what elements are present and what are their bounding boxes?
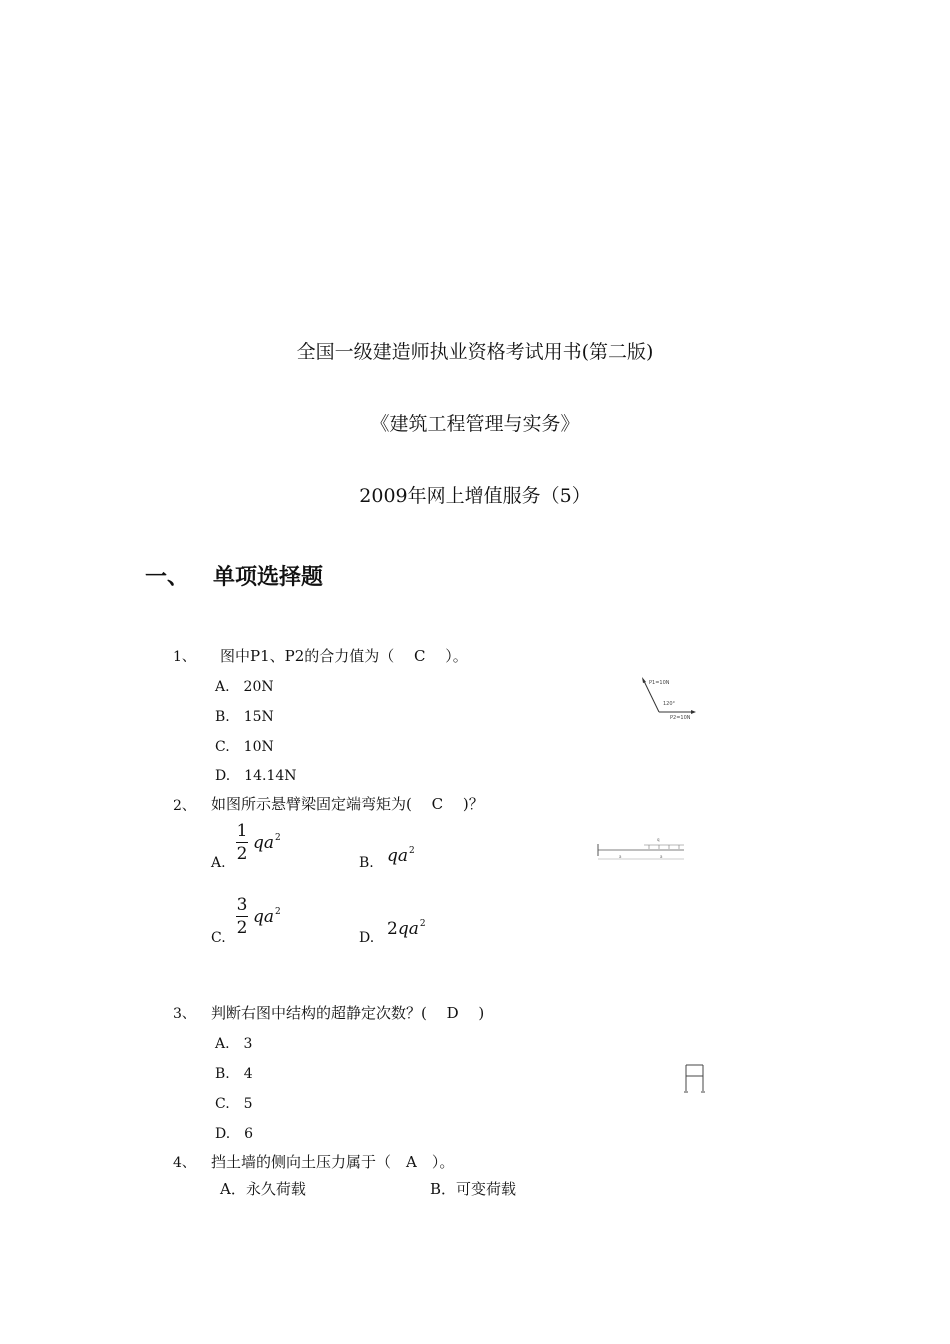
span-label-right: a — [660, 854, 663, 859]
question-2-option-d-expr: $2qa^2$ — [387, 919, 426, 939]
question-2-option-b-expr: $qa^2$ — [387, 846, 415, 866]
question-4-text: 挡土墙的侧向土压力属于（ A ）。 — [211, 1153, 455, 1171]
question-3-option-d: D. 6 — [215, 1126, 254, 1142]
p2-label: P2=10N — [670, 715, 691, 721]
question-3-option-c: C. 5 — [215, 1096, 253, 1112]
frame-structure-figure — [680, 1060, 710, 1096]
question-2-option-a-fraction — [236, 821, 248, 864]
doc-title-line2: 《建筑工程管理与实务》 — [370, 413, 580, 435]
question-4-option-a: A．永久荷载 — [220, 1180, 306, 1198]
doc-title-line1: 全国一级建造师执业资格考试用书(第二版) — [296, 341, 654, 363]
question-1-option-a: A. 20N — [215, 679, 274, 695]
question-2-text: 如图所示悬臂梁固定端弯矩为( C )？ — [211, 795, 484, 813]
fraction-denominator: 2 — [236, 844, 248, 864]
question-3-option-a: A. 3 — [215, 1036, 253, 1052]
load-label: q — [657, 837, 660, 842]
fraction-numerator: 1 — [236, 821, 248, 841]
question-3-text: 判断右图中结构的超静定次数？( D ) — [211, 1004, 485, 1022]
cantilever-beam-figure — [594, 834, 688, 864]
question-1-option-c: C. 10N — [215, 739, 274, 755]
force-diagram-figure — [638, 674, 702, 724]
question-2-option-a-expr: $qa^2$ — [253, 833, 281, 853]
question-3-number: 3、 — [173, 1006, 196, 1022]
question-2-option-c-expr: $qa^2$ — [253, 907, 281, 927]
question-1-number: 1、 — [173, 649, 196, 665]
section-title: 单项选择题 — [213, 565, 324, 590]
question-1-option-d: D. 14.14N — [215, 768, 297, 784]
question-2-option-c-label: C. — [211, 930, 226, 946]
question-2-option-b-label: B. — [359, 855, 374, 871]
question-2-option-d-label: D. — [359, 930, 375, 946]
question-1-option-b: B. 15N — [215, 709, 274, 725]
question-2-option-a-label: A. — [211, 855, 226, 871]
question-4-number: 4、 — [173, 1155, 196, 1171]
fraction-numerator: 3 — [236, 895, 248, 915]
fraction-denominator: 2 — [236, 918, 248, 938]
question-4-option-b: B．可变荷载 — [430, 1180, 517, 1198]
question-2-option-c-fraction — [236, 895, 248, 938]
question-1-text: 图中P1、P2的合力值为（ C ）。 — [220, 647, 468, 665]
span-label-left: a — [619, 854, 622, 859]
section-heading — [145, 560, 323, 591]
angle-label: 120° — [663, 701, 676, 707]
question-3-option-b: B. 4 — [215, 1066, 253, 1082]
p1-label: P1=10N — [649, 680, 670, 686]
section-number: 一、 — [145, 565, 190, 590]
question-2-number: 2、 — [173, 798, 196, 814]
doc-title-line3: 2009年网上增值服务（5） — [359, 485, 591, 507]
